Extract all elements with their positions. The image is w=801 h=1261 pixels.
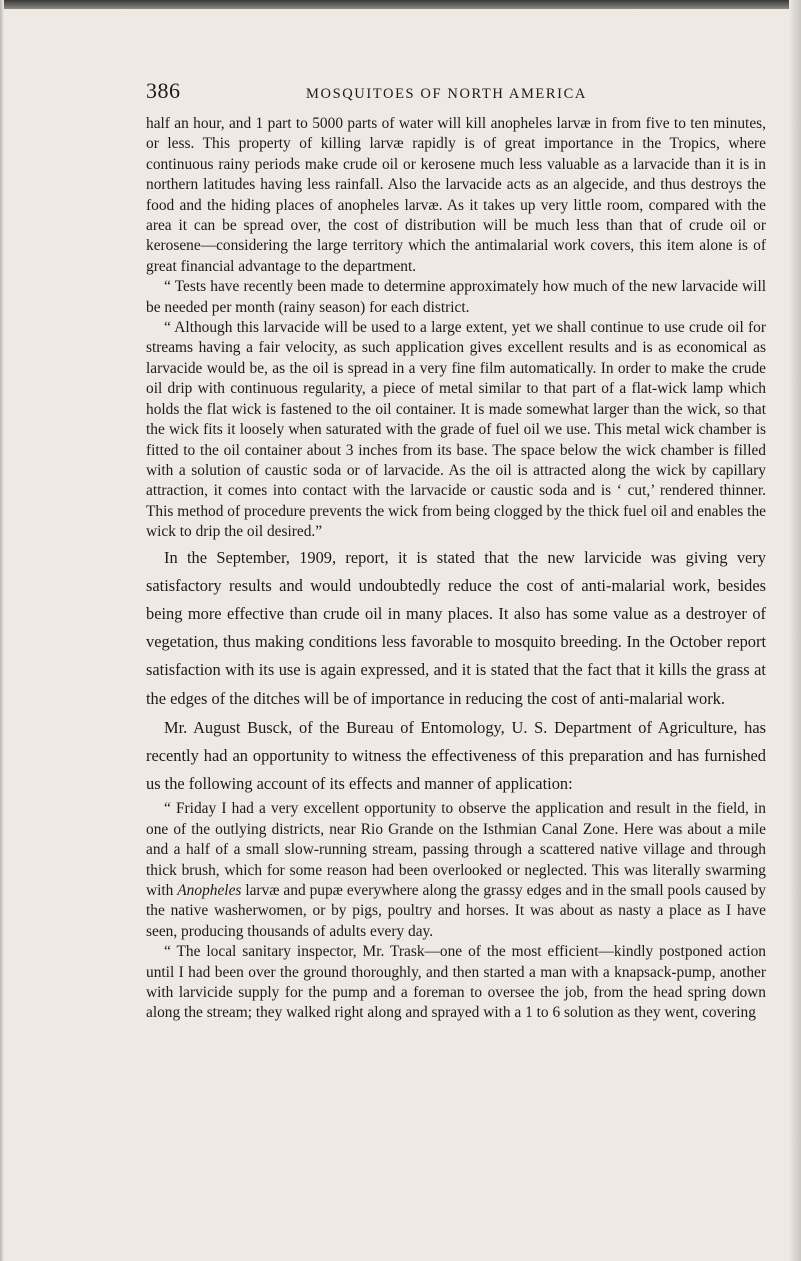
page-number: 386 bbox=[146, 78, 181, 103]
paragraph: half an hour, and 1 part to 5000 parts of water will kill anopheles larvæ in from five to ten minutes, or less. This property of killing larvæ rapidly is of great importance in the Tropics, where continuous rainy periods make crude oil or kerosene much less valuable as a larvacide than it is in northern latitudes having less rainfall. Also the larvacide acts as an algecide, and thus destroys the food and the hiding places of anopheles larvæ. As it takes up very little room, compared with the area it can be spread over, the cost of distribution will be much less than that of crude oil or kerosene—considering the large territory which the antimalarial work covers, this item alone is of great financial advantage to the department. bbox=[146, 115, 766, 275]
page-right-edge bbox=[789, 0, 801, 1261]
paragraph-with-italic: “ Friday I had a very excellent opportunity to observe the application and result in the field, in one of the outlying districts, near Rio Grande on the Isthmian Canal Zone. Here was about a mile and a half of a small slow-running stream, passing through a scattered native village and through thick brush, which for some reason had been overlooked or neglected. This was literally swarming with Anopheles larvæ and pupæ everywhere along the grassy edges and in the small pools caused by the native washerwomen, or by pigs, poultry and horses. It was about as nasty a place as I have seen, producing thousands of adults every day. bbox=[146, 800, 766, 940]
paragraph: Mr. August Busck, of the Bureau of Entomology, U. S. Department of Agriculture, has recently had an opportunity to witness the effectiveness of this preparation and has furnished us the following account of its effects and manner of application: bbox=[146, 717, 766, 794]
running-title: MOSQUITOES OF NORTH AMERICA bbox=[306, 86, 587, 102]
paragraph: “ Although this larvacide will be used to a large extent, yet we shall continue to use crude oil for streams having a fair velocity, as such application gives excellent results and is as economical as larvacide would be, as the oil is spread in a very fine film automatically. In order to make the crude oil drip with continuous regularity, a piece of metal similar to that part of a flat-wick lamp which holds the flat wick is fastened to the oil container. It is made somewhat larger than the wick, so that the wick fits it loosely when saturated with the grade of fuel oil we use. This metal wick chamber is fitted to the oil container about 3 inches from its base. The space below the wick chamber is filled with a solution of caustic soda or of larvacide. As the oil is attracted along the wick by capillary attraction, it comes into contact with the larvacide or caustic soda and is ‘ cut,’ rendered thinner. This method of procedure prevents the wick from being clogged by the thick fuel oil and enables the wick to drip the oil desired.” bbox=[146, 319, 766, 541]
paragraph: “ The local sanitary inspector, Mr. Trask—one of the most efficient—kindly postponed action until I had been over the ground thoroughly, and then started a man with a knapsack-pump, another with larvicide supply for the pump and a foreman to oversee the job, from the head spring down along the stream; they walked right along and sprayed with a 1 to 6 solution as they went, covering bbox=[146, 943, 766, 1022]
page-header bbox=[146, 78, 766, 112]
paragraph: In the September, 1909, report, it is stated that the new larvicide was giving very satisfactory results and would undoubtedly reduce the cost of anti-malarial work, besides being more effective than crude oil in many places. It also has some value as a destroyer of vegetation, thus making conditions less favorable to mosquito breeding. In the October report satisfaction with its use is again expressed, and it is stated that the fact that it kills the grass at the edges of the ditches will be of importance in reducing the cost of anti-malarial work. bbox=[146, 547, 766, 708]
text-body bbox=[146, 114, 766, 1024]
paragraph: “ Tests have recently been made to determine approximately how much of the new larvacide will be needed per month (rainy season) for each district. bbox=[146, 278, 766, 316]
genus-name-italic: Anopheles bbox=[177, 881, 242, 899]
page-top-edge bbox=[0, 0, 801, 9]
page-left-edge bbox=[0, 0, 4, 1261]
